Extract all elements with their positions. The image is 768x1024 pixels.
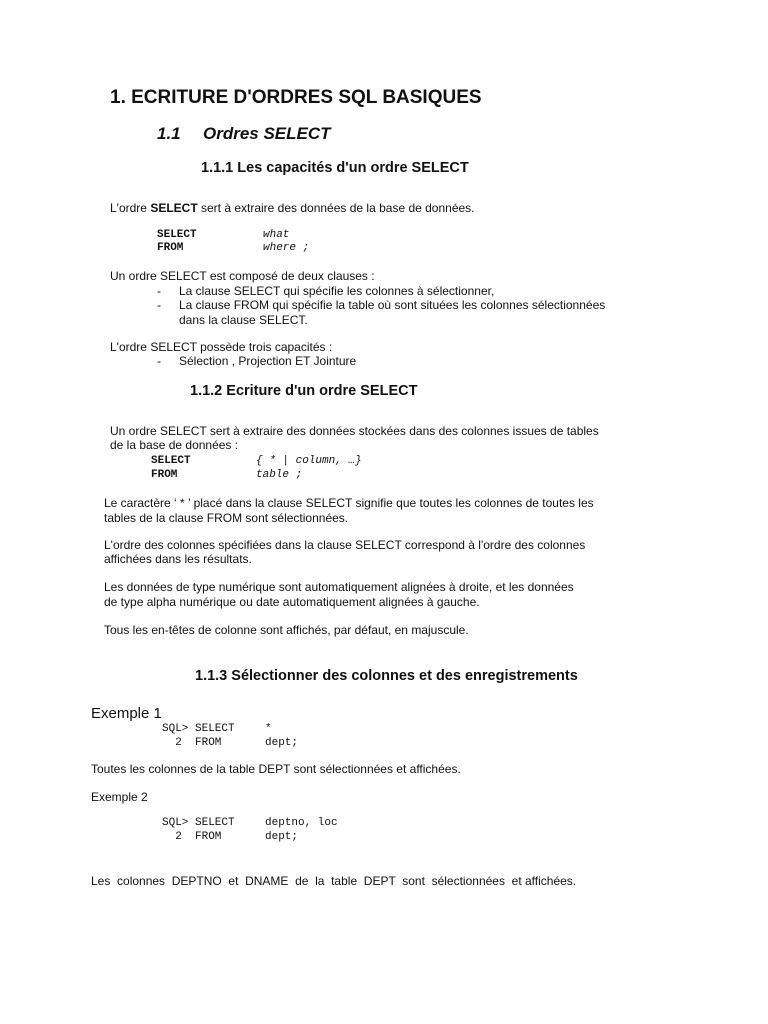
intro-text-c: sert à extraire des données de la base de données. [197, 201, 475, 215]
bullet-select-clause: La clause SELECT qui spécifie les colonnes à sélectionner, [179, 284, 495, 298]
bullet-dash: - [157, 354, 161, 368]
example2-description: Les colonnes DEPTNO et DNAME de la table DEPT sont sélectionnées et affichées. [91, 874, 577, 888]
bullet-dash: - [157, 284, 161, 298]
code-select-arg: { * | column, …} [256, 455, 362, 467]
example2-code-line1-arg: deptno, loc [265, 817, 338, 829]
order-paragraph-line1: L'ordre des colonnes spécifiées dans la clause SELECT correspond à l'ordre des colonnes [104, 538, 586, 552]
bullet-from-clause-cont: dans la clause SELECT. [179, 313, 308, 327]
align-paragraph-line1: Les données de type numérique sont automatiquement alignées à droite, et les données [104, 580, 574, 594]
example1-code-line2-cmd: 2 FROM [162, 737, 222, 749]
example1-label: Exemple 1 [91, 705, 162, 722]
star-paragraph-line2: tables de la clause FROM sont sélectionnées. [104, 511, 349, 525]
example1-code-line2-arg: dept; [265, 737, 299, 749]
example2-code-line1-cmd: SQL> SELECT [162, 817, 235, 829]
code-from-arg: where ; [263, 242, 310, 254]
code-from-arg: table ; [256, 469, 303, 481]
code-select-keyword: SELECT [151, 455, 191, 467]
select-paragraph-line1: Un ordre SELECT sert à extraire des données stockées dans des colonnes issues de tables [110, 424, 599, 438]
section-number: 1.1 [157, 124, 181, 143]
capacities-paragraph: L'ordre SELECT possède trois capacités : [110, 340, 333, 354]
code-select-keyword: SELECT [157, 229, 197, 241]
code-select-arg: what [263, 229, 290, 241]
select-paragraph-line2: de la base de données : [110, 438, 239, 452]
example2-code-line2-arg: dept; [265, 831, 299, 843]
headers-paragraph: Tous les en-têtes de colonne sont affichés, par défaut, en majuscule. [104, 623, 469, 637]
order-paragraph-line2: affichées dans les résultats. [104, 552, 252, 566]
example2-code-line2-cmd: 2 FROM [162, 831, 222, 843]
star-paragraph-line1: Le caractère ‘ * ’ placé dans la clause SELECT signifie que toutes les colonnes de toutes les [104, 496, 594, 510]
code-from-keyword: FROM [157, 242, 184, 254]
subsection-heading-112: 1.1.2 Ecriture d'un ordre SELECT [190, 383, 418, 399]
subsection-heading-113: 1.1.3 Sélectionner des colonnes et des enregistrements [195, 668, 578, 684]
intro-keyword: SELECT [150, 201, 198, 215]
example2-label: Exemple 2 [91, 790, 148, 804]
bullet-from-clause: La clause FROM qui spécifie la table où sont situées les colonnes sélectionnées [179, 298, 606, 312]
align-paragraph-line2: de type alpha numérique ou date automatiquement alignées à gauche. [104, 595, 480, 609]
code-from-keyword: FROM [151, 469, 178, 481]
example1-code-line1-cmd: SQL> SELECT [162, 723, 235, 735]
bullet-dash: - [157, 298, 161, 312]
subsection-heading-111: 1.1.1 Les capacités d'un ordre SELECT [201, 160, 469, 176]
intro-paragraph [110, 201, 475, 215]
example1-code-line1-arg: * [265, 723, 272, 735]
composed-paragraph: Un ordre SELECT est composé de deux clauses : [110, 269, 375, 283]
bullet-capacities: Sélection , Projection ET Jointure [179, 354, 357, 368]
section-heading: Ordres SELECT [203, 124, 331, 143]
intro-text-a: L'ordre [110, 201, 151, 215]
main-heading: 1. ECRITURE D'ORDRES SQL BASIQUES [110, 87, 482, 108]
example1-description: Toutes les colonnes de la table DEPT sont sélectionnées et affichées. [91, 762, 461, 776]
